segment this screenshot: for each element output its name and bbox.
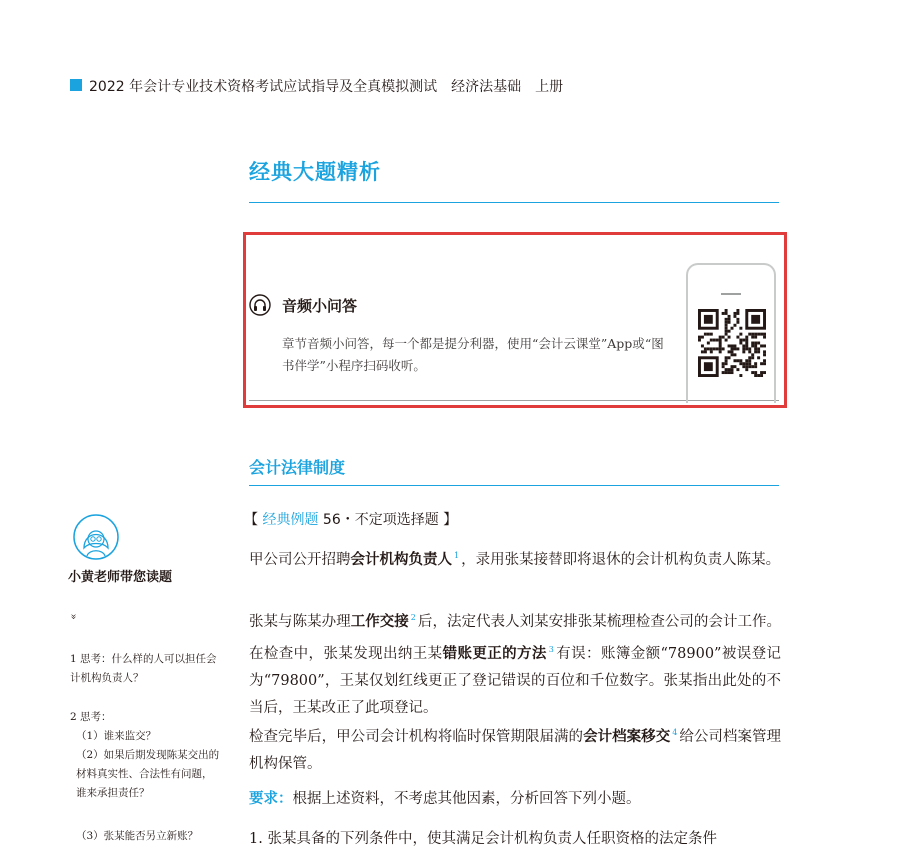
audio-qa-description: 章节音频小问答，每一个都是提分利器，使用“会计云课堂”App或“图书伴学”小程序扫码收听。: [282, 336, 664, 373]
subsection-divider: [249, 485, 779, 486]
section-title: 经典大题精析: [249, 160, 381, 184]
text: 后，法定代表人刘某安排张某梳理检查公司的会计工作。在检查中，张某发现出纳王某: [249, 614, 782, 662]
subsection-title: 会计法律制度: [249, 458, 346, 477]
text: ，录用张某接替即将退休的会计机构负责人陈某。: [461, 552, 781, 568]
headphone-icon: [249, 294, 271, 316]
header-marker: [70, 79, 82, 91]
side-note-1: 1 思考：什么样的人可以担任会计机构负责人？: [70, 653, 217, 684]
side-note-2-2: （2）如果后期发现陈某交出的材料真实性、合法性有问题，谁来承担责任？: [76, 749, 220, 799]
key-term: 会计机构负责人: [350, 551, 452, 568]
question-1: 1. 张某具备的下列条件中，使其满足会计机构负责人任职资格的法定条件: [249, 831, 717, 847]
side-note-2-heading: 2 思考：: [70, 711, 112, 723]
requirement: [249, 785, 781, 813]
example-number: 56・不定项选择题: [322, 512, 439, 528]
requirement-text: 根据上述资料，不考虑其他因素，分析回答下列小题。: [292, 791, 641, 807]
side-note-2-3: （3）张某能否另立新账？: [76, 830, 199, 842]
chevron-down-icon: »: [67, 613, 79, 620]
section-divider: [249, 202, 779, 203]
phone-speaker: [721, 293, 741, 295]
note-marker: 3: [548, 645, 554, 654]
paragraph-1: [249, 542, 781, 574]
text: 给公司档案管理机构保管。: [249, 729, 782, 772]
note-marker: 1: [454, 551, 460, 560]
key-term: 错账更正的方法: [442, 645, 547, 662]
text: 有误：账簿金额“78900”被误登记为“79800”，王某仅划红线更正了登记错误的百位和千位数字。张某指出此处的不当后，王某改正了此项登记。: [249, 646, 782, 716]
text: 甲公司公开招聘: [249, 552, 351, 568]
requirement-label: 要求：: [249, 790, 293, 807]
note-marker: 2: [410, 613, 416, 622]
paragraph-3: [249, 719, 781, 778]
paragraph-2: [249, 604, 781, 722]
side-note-2-1: （1）谁来监交？: [76, 730, 157, 742]
note-marker: 4: [672, 728, 678, 737]
teacher-caption: 小黄老师带您读题: [68, 570, 173, 585]
text: 张某与陈某办理: [249, 614, 351, 630]
bracket-open: 【: [244, 512, 258, 528]
example-label: 经典例题: [262, 512, 319, 528]
key-term: 工作交接: [350, 613, 409, 630]
qr-code-icon[interactable]: [698, 309, 766, 377]
example-heading: [244, 509, 457, 529]
text: 检查完毕后，甲公司会计机构将临时保管期限届满的: [249, 729, 584, 745]
running-header: 2022 年会计专业技术资格考试应试指导及全真模拟测试 经济法基础 上册: [89, 79, 564, 95]
key-term: 会计档案移交: [583, 728, 671, 745]
bracket-close: 】: [443, 512, 458, 528]
audio-qa-title: 音频小问答: [282, 297, 358, 315]
teacher-avatar: [73, 514, 119, 560]
